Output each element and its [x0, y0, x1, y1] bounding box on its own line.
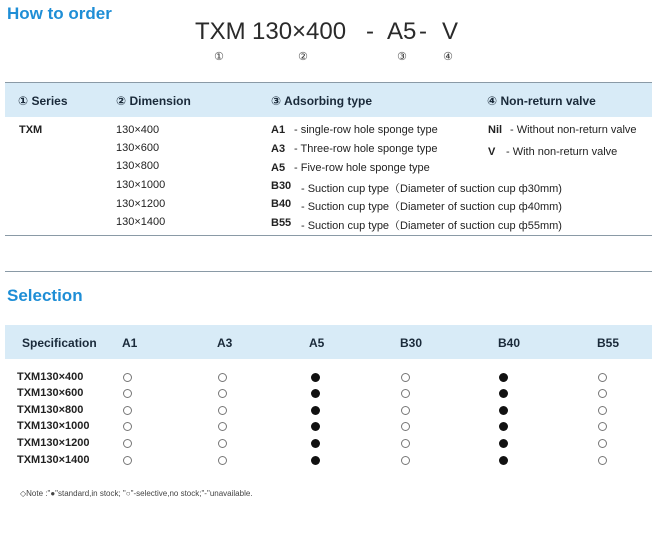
adsorbing-code: A3 [271, 143, 286, 155]
selective-mark [218, 456, 227, 465]
column-b55: B55 [597, 336, 620, 350]
adsorbing-desc: - Suction cup type（Diameter of suction cup ф40mm) [301, 201, 562, 213]
code-series: TXM [195, 18, 246, 45]
adsorbing-code: A5 [271, 162, 286, 174]
selective-mark [598, 406, 607, 415]
selective-mark [598, 456, 607, 465]
code-dash-1: - [366, 18, 374, 45]
selective-mark [401, 439, 410, 448]
section-divider [5, 271, 652, 272]
adsorbing-desc: - single-row hole sponge type [294, 124, 438, 136]
selection-row-spec: TXM130×600 [17, 387, 84, 399]
code-number-1: ① [214, 51, 224, 63]
column-b30: B30 [400, 336, 423, 350]
selective-mark [123, 439, 132, 448]
adsorbing-desc: - Three-row hole sponge type [294, 143, 438, 155]
valve-code: V [488, 146, 496, 158]
selection-header-band [5, 325, 652, 359]
code-number-3: ③ [397, 51, 407, 63]
selective-mark [401, 389, 410, 398]
standard-stock-mark [499, 389, 508, 398]
dimension-item: 130×600 [116, 142, 160, 154]
selection-row-spec: TXM130×400 [17, 371, 84, 383]
selective-mark [598, 389, 607, 398]
selective-mark [123, 389, 132, 398]
selective-mark [123, 456, 132, 465]
valve-desc: - Without non-return valve [510, 124, 637, 136]
selective-mark [401, 406, 410, 415]
code-number-4: ④ [443, 51, 453, 63]
selective-mark [598, 422, 607, 431]
column-a1: A1 [122, 336, 138, 350]
standard-stock-mark [311, 373, 320, 382]
selective-mark [123, 406, 132, 415]
code-valve: V [442, 18, 459, 45]
code-dash-2: - [419, 18, 427, 45]
header-valve: ④ Non-return valve [487, 94, 596, 108]
selective-mark [123, 422, 132, 431]
selective-mark [401, 456, 410, 465]
adsorbing-code: B55 [271, 217, 292, 229]
header-dimension: ② Dimension [116, 94, 191, 108]
selection-title: Selection [7, 286, 83, 305]
header-series: ① Series [18, 94, 68, 108]
selective-mark [401, 373, 410, 382]
selective-mark [123, 373, 132, 382]
selective-mark [401, 422, 410, 431]
dimension-item: 130×400 [116, 124, 160, 136]
adsorbing-desc: - Suction cup type（Diameter of suction cup ф55mm) [301, 220, 562, 232]
standard-stock-mark [499, 373, 508, 382]
code-number-2: ② [298, 51, 308, 63]
selective-mark [218, 422, 227, 431]
selection-row-spec: TXM130×1400 [17, 454, 90, 466]
adsorbing-desc: - Suction cup type（Diameter of suction cup ф30mm) [301, 183, 562, 195]
header-specification: Specification [22, 336, 97, 350]
standard-stock-mark [499, 406, 508, 415]
standard-stock-mark [499, 439, 508, 448]
adsorbing-code: B30 [271, 180, 292, 192]
dimension-item: 130×1200 [116, 198, 166, 210]
adsorbing-code: B40 [271, 198, 292, 210]
code-adsorbing: A5 [387, 18, 417, 45]
selection-row-spec: TXM130×800 [17, 404, 84, 416]
column-a5: A5 [309, 336, 325, 350]
column-b40: B40 [498, 336, 521, 350]
standard-stock-mark [499, 422, 508, 431]
adsorbing-code: A1 [271, 124, 286, 136]
standard-stock-mark [311, 406, 320, 415]
selective-mark [218, 439, 227, 448]
adsorbing-desc: - Five-row hole sponge type [294, 162, 430, 174]
standard-stock-mark [311, 422, 320, 431]
valve-code: Nil [488, 124, 503, 136]
selective-mark [218, 389, 227, 398]
dimension-item: 130×1400 [116, 216, 166, 228]
selection-row-spec: TXM130×1000 [17, 420, 90, 432]
standard-stock-mark [311, 439, 320, 448]
selective-mark [598, 439, 607, 448]
standard-stock-mark [499, 456, 508, 465]
standard-stock-mark [311, 456, 320, 465]
selective-mark [218, 373, 227, 382]
series-value: TXM [19, 124, 43, 136]
dimension-item: 130×1000 [116, 179, 166, 191]
selective-mark [218, 406, 227, 415]
order-table-bottom-rule [5, 235, 652, 236]
code-dimension: 130×400 [252, 18, 347, 45]
selection-note: ◇Note :"●"standard,in stock; "○"-selective,no stock;"-"unavailable. [20, 489, 253, 498]
valve-desc: - With non-return valve [506, 146, 618, 158]
selection-row-spec: TXM130×1200 [17, 437, 90, 449]
selective-mark [598, 373, 607, 382]
standard-stock-mark [311, 389, 320, 398]
header-adsorbing: ③ Adsorbing type [271, 94, 373, 108]
how-to-order-title: How to order [7, 4, 112, 23]
column-a3: A3 [217, 336, 233, 350]
dimension-item: 130×800 [116, 160, 160, 172]
